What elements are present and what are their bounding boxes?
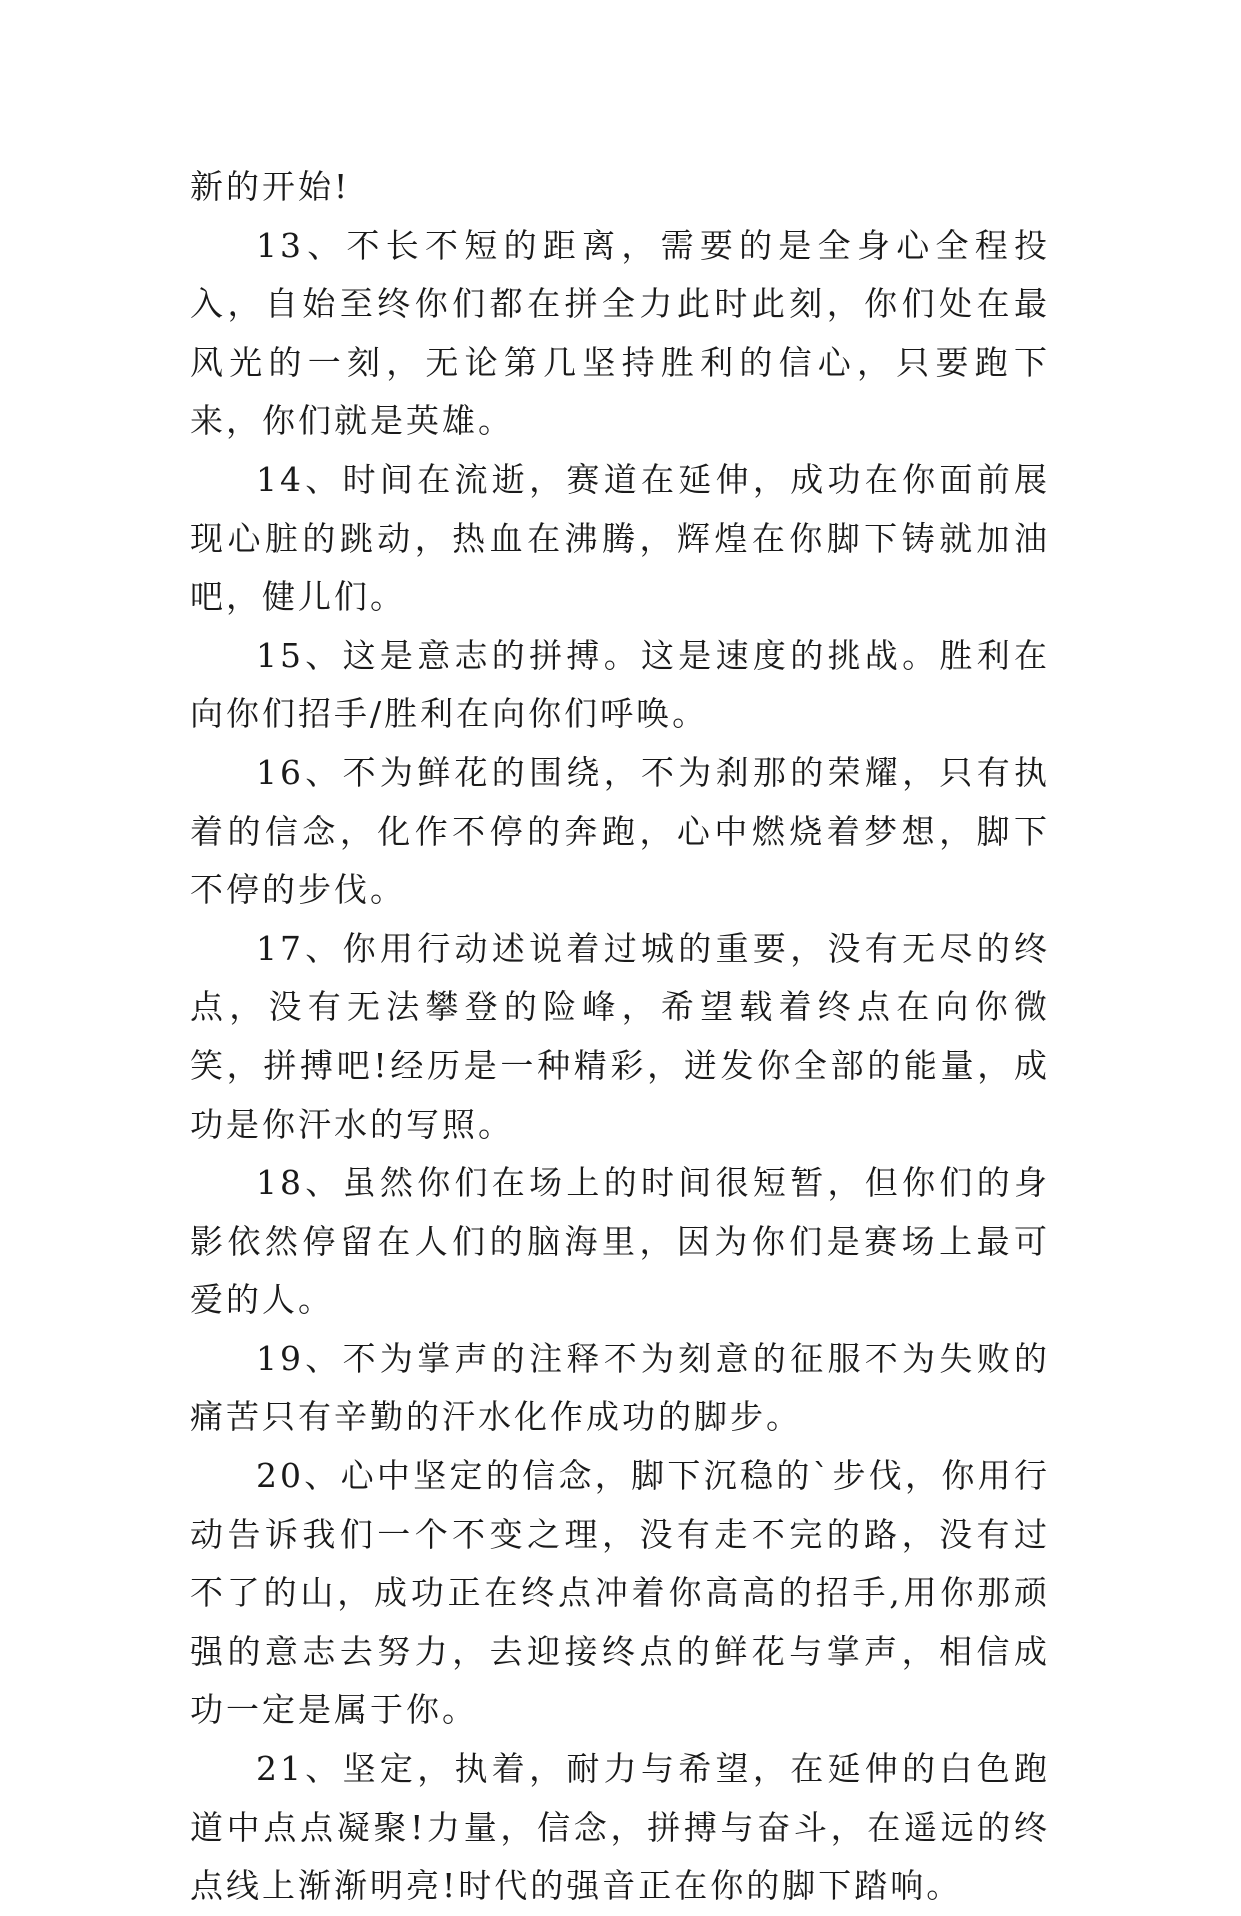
paragraph-13: 13、不长不短的距离，需要的是全身心全程投入，自始至终你们都在拼全力此时此刻，你们处在最风光的一刻，无论第几坚持胜利的信心，只要跑下来，你们就是英雄。	[190, 225, 1050, 441]
paragraph-14: 14、时间在流逝，赛道在延伸，成功在你面前展现心脏的跳动，热血在沸腾，辉煌在你脚下铸就加油吧，健儿们。	[190, 459, 1050, 617]
paragraph-16: 16、不为鲜花的围绕，不为刹那的荣耀，只有执着的信念，化作不停的奔跑，心中燃烧着梦想，脚下不停的步伐。	[190, 752, 1050, 910]
paragraph-19: 19、不为掌声的注释不为刻意的征服不为失败的痛苦只有辛勤的汗水化作成功的脚步。	[190, 1338, 1050, 1437]
paragraph-21: 21、坚定，执着，耐力与希望，在延伸的白色跑道中点点凝聚!力量，信念，拼搏与奋斗，在遥远的终点线上渐渐明亮!时代的强音正在你的脚下踏响。	[190, 1749, 1050, 1906]
document-body	[190, 158, 1050, 1916]
paragraph-17: 17、你用行动述说着过城的重要，没有无尽的终点，没有无法攀登的险峰，希望载着终点在向你微笑，拼搏吧!经历是一种精彩，迸发你全部的能量，成功是你汗水的写照。	[190, 928, 1050, 1144]
paragraph-20: 20、心中坚定的信念，脚下沉稳的`步伐，你用行动告诉我们一个不变之理，没有走不完的路，没有过不了的山，成功正在终点冲着你高高的招手,用你那顽强的意志去努力，去迎接终点的鲜花与掌声，相信成功一定是属于你。	[190, 1456, 1050, 1730]
paragraph-continuation: 新的开始!	[190, 167, 351, 206]
paragraph-18: 18、虽然你们在场上的时间很短暂，但你们的身影依然停留在人们的脑海里，因为你们是赛场上最可爱的人。	[190, 1163, 1050, 1320]
paragraph-15: 15、这是意志的拼搏。这是速度的挑战。胜利在向你们招手/胜利在向你们呼唤。	[190, 635, 1050, 734]
